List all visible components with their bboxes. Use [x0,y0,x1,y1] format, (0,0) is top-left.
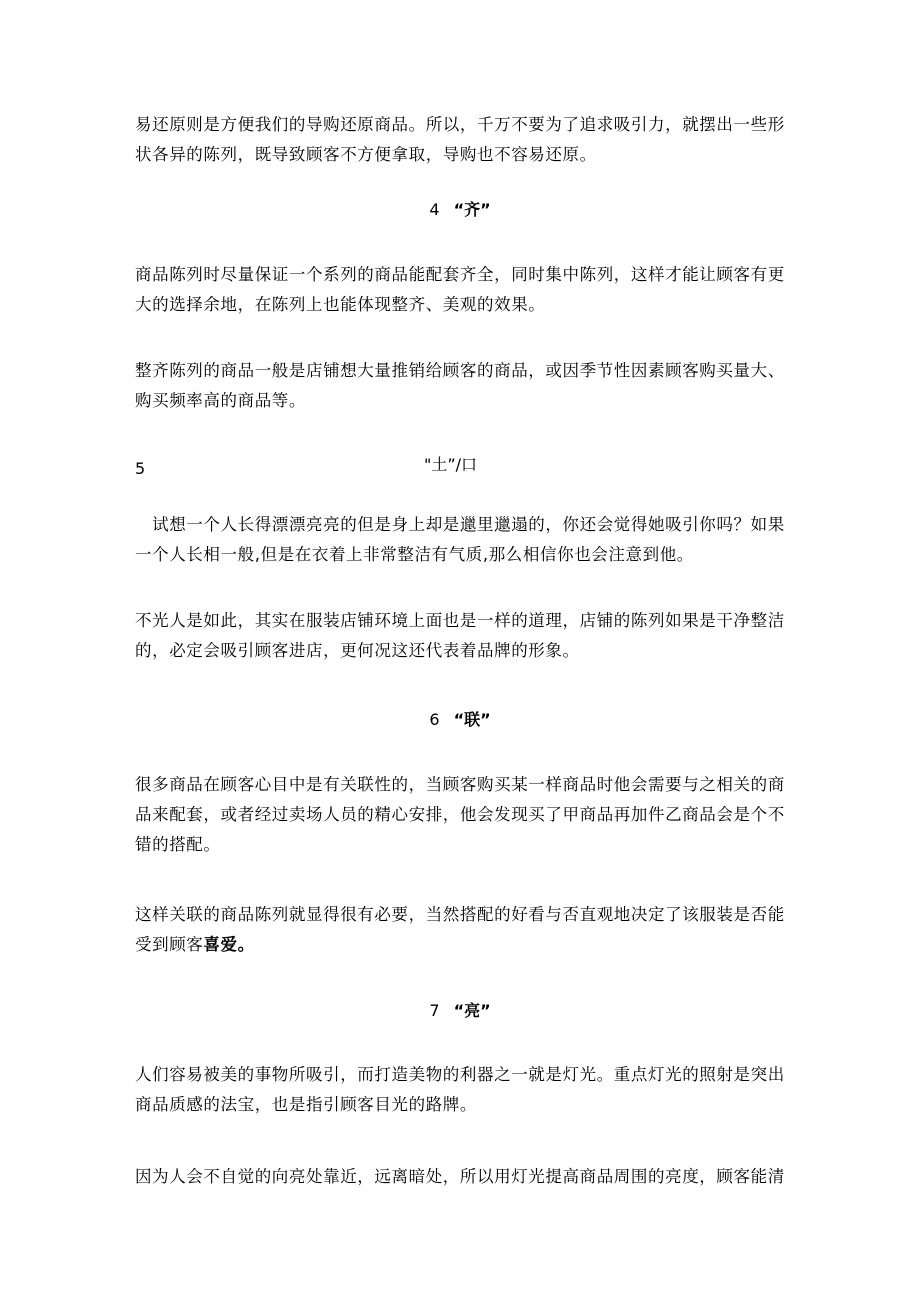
plain-text: 受到顾客 [135,935,204,954]
section-4-paragraph-2 [135,356,790,416]
text-line: 商品质感的法宝，也是指引顾客目光的路牌。 [135,1095,477,1114]
section-title: “齐” [453,200,491,219]
bold-text: 喜爱。 [203,935,255,954]
text-line: 大的选择余地，在陈列上也能体现整齐、美观的效果。 [135,295,546,314]
text-line: 整齐陈列的商品一般是店铺想大量推销给顾客的商品，或因季节性因素顾客购买量大、 [135,361,785,380]
section-title: “亮” [453,1001,491,1020]
section-7-paragraph-2 [135,1162,790,1192]
section-6-heading [0,708,920,732]
section-number: 6 [429,710,440,729]
section-number: 7 [429,1001,440,1020]
text-line: 的，必定会吸引顾客进店，更何况这还代表着品牌的形象。 [135,641,580,660]
section-title: “联” [453,710,491,729]
section-7-heading [0,999,920,1023]
section-5-title: "土”/口 [424,455,478,474]
section-5-number: 5 [135,459,146,478]
text-line: 易还原则是方便我们的导购还原商品。所以，千万不要为了追求吸引力，就摆出一些形 [135,115,785,134]
section-7-paragraph-1 [135,1060,790,1120]
text-line: 很多商品在顾客心目中是有关联性的，当顾客购买某一样商品时他会需要与之相关的商 [135,775,785,794]
text-line: 因为人会不自觉的向亮处靠近，远离暗处，所以用灯光提高商品周围的亮度，顾客能清 [135,1167,785,1186]
text-line: 购买频率高的商品等。 [135,391,306,410]
text-line: 状各异的陈列，既导致顾客不方便拿取，导购也不容易还原。 [135,145,597,164]
section-5-paragraph-2 [135,606,790,666]
section-4-heading [0,198,920,222]
intro-paragraph [135,110,790,170]
text-line: 错的搭配。 [135,835,221,854]
text-line: 商品陈列时尽量保证一个系列的商品能配套齐全，同时集中陈列，这样才能让顾客有更 [135,265,785,284]
text-line: 这样关联的商品陈列就显得很有必要，当然搭配的好看与否直观地决定了该服装是否能 [135,905,785,924]
text-line: 试想一个人长得漂漂亮亮的但是身上却是邋里邋遢的，你还会觉得她吸引你吗？如果 [135,515,785,534]
section-5-paragraph-1 [135,510,790,570]
text-line: 一个人长相一般,但是在衣着上非常整洁有气质,那么相信你也会注意到他。 [135,545,694,564]
text-line: 人们容易被美的事物所吸引，而打造美物的利器之一就是灯光。重点灯光的照射是突出 [135,1065,785,1084]
section-number: 4 [429,200,440,219]
section-4-paragraph-1 [135,260,790,320]
section-6-paragraph-2 [135,900,790,960]
text-line: 不光人是如此，其实在服装店铺环境上面也是一样的道理，店铺的陈列如果是干净整洁 [135,611,785,630]
text-line [135,930,790,960]
section-6-paragraph-1 [135,770,790,860]
text-line: 品来配套，或者经过卖场人员的精心安排，他会发现买了甲商品再加件乙商品会是个不 [135,805,785,824]
